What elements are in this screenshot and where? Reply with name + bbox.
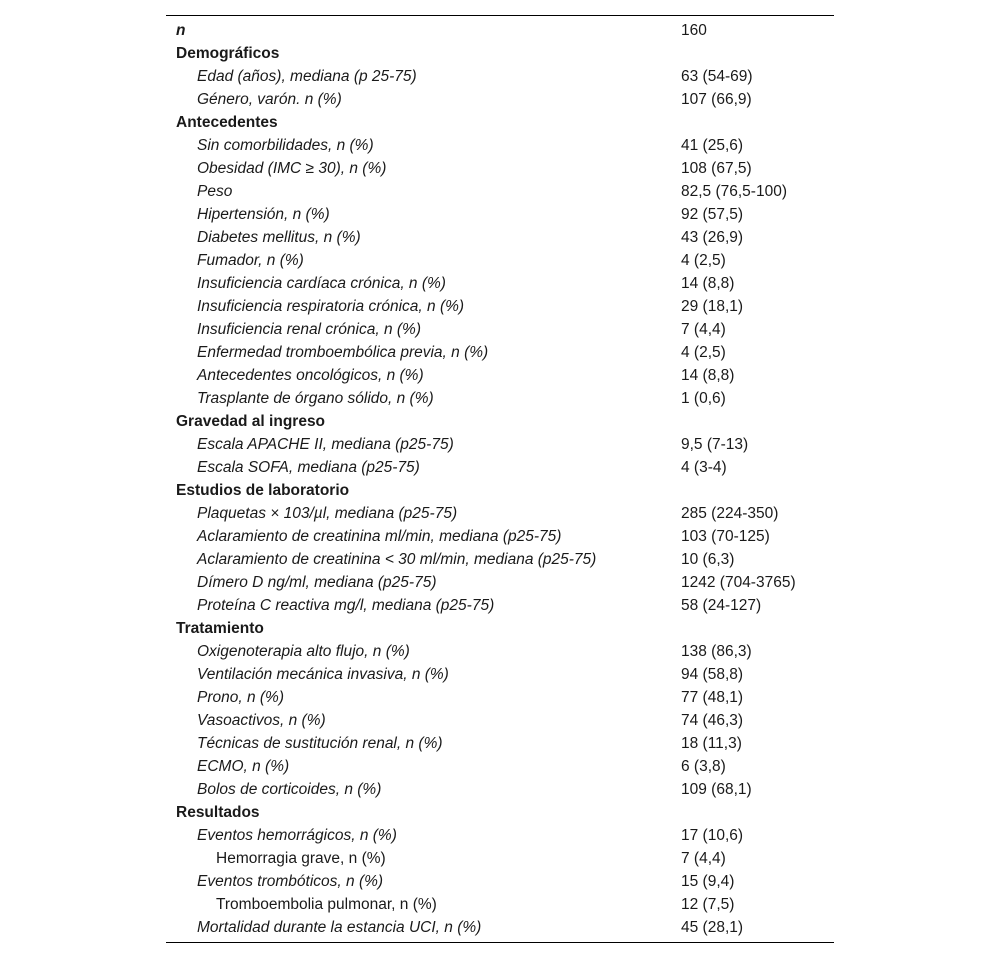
row-label: Proteína C reactiva mg/l, mediana (p25-75) — [197, 597, 495, 614]
row-value: 58 (24-127) — [681, 597, 762, 614]
row-value: 94 (58,8) — [681, 666, 744, 683]
table-row — [166, 548, 834, 571]
row-value: 7 (4,4) — [681, 321, 726, 338]
row-label: Eventos hemorrágicos, n (%) — [197, 827, 397, 844]
row-label: Género, varón. n (%) — [197, 91, 342, 108]
row-value: 63 (54-69) — [681, 68, 753, 85]
row-value: 9,5 (7-13) — [681, 436, 749, 453]
section-heading-row — [166, 410, 834, 433]
row-value: 45 (28,1) — [681, 919, 744, 936]
row-value: 92 (57,5) — [681, 206, 744, 223]
row-value: 4 (3-4) — [681, 459, 727, 476]
header-label: n — [176, 22, 186, 39]
table-row — [166, 525, 834, 548]
row-label: Prono, n (%) — [197, 689, 285, 706]
section-heading: Demográficos — [176, 45, 280, 62]
row-value: 14 (8,8) — [681, 367, 735, 384]
section-heading: Antecedentes — [176, 114, 278, 131]
table-row — [166, 203, 834, 226]
section-heading: Gravedad al ingreso — [176, 413, 326, 430]
row-label: Trasplante de órgano sólido, n (%) — [197, 390, 434, 407]
row-value: 82,5 (76,5-100) — [681, 183, 787, 200]
row-value: 6 (3,8) — [681, 758, 726, 775]
row-label: Aclaramiento de creatinina < 30 ml/min, mediana (p25-75) — [197, 551, 597, 568]
row-value: 108 (67,5) — [681, 160, 752, 177]
section-heading-row — [166, 42, 834, 65]
row-label: Insuficiencia renal crónica, n (%) — [197, 321, 421, 338]
section-heading-row — [166, 479, 834, 502]
row-value: 138 (86,3) — [681, 643, 752, 660]
section-heading: Tratamiento — [176, 620, 264, 637]
row-value: 43 (26,9) — [681, 229, 744, 246]
row-value: 285 (224-350) — [681, 505, 779, 522]
table-row — [166, 134, 834, 157]
row-label: Insuficiencia cardíaca crónica, n (%) — [197, 275, 446, 292]
row-label: Ventilación mecánica invasiva, n (%) — [197, 666, 449, 683]
row-value: 12 (7,5) — [681, 896, 735, 913]
section-heading: Estudios de laboratorio — [176, 482, 350, 499]
table-row — [166, 824, 834, 847]
row-label: Enfermedad tromboembólica previa, n (%) — [197, 344, 489, 361]
row-label: Escala SOFA, mediana (p25-75) — [197, 459, 420, 476]
row-label: Obesidad (IMC ≥ 30), n (%) — [197, 160, 387, 177]
sub-item-row — [166, 847, 834, 870]
row-value: 41 (25,6) — [681, 137, 744, 154]
table-row — [166, 870, 834, 893]
row-value: 107 (66,9) — [681, 91, 752, 108]
row-value: 103 (70-125) — [681, 528, 770, 545]
row-value: 4 (2,5) — [681, 344, 726, 361]
row-label: Edad (años), mediana (p 25-75) — [197, 68, 417, 85]
row-value: 15 (9,4) — [681, 873, 735, 890]
table-row — [166, 249, 834, 272]
row-label: Insuficiencia respiratoria crónica, n (%) — [197, 298, 465, 315]
characteristics-table — [166, 15, 834, 943]
table-row — [166, 364, 834, 387]
section-heading-row — [166, 801, 834, 824]
table-body — [166, 42, 834, 939]
row-label: Hipertensión, n (%) — [197, 206, 330, 223]
row-label: Oxigenoterapia alto flujo, n (%) — [197, 643, 410, 660]
section-heading: Resultados — [176, 804, 260, 821]
table-row — [166, 594, 834, 617]
row-value: 18 (11,3) — [681, 735, 742, 752]
table-row — [166, 502, 834, 525]
row-value: 29 (18,1) — [681, 298, 744, 315]
row-label: Dímero D ng/ml, mediana (p25-75) — [197, 574, 437, 591]
table-row — [166, 755, 834, 778]
row-label: Técnicas de sustitución renal, n (%) — [197, 735, 443, 752]
row-value: 109 (68,1) — [681, 781, 752, 798]
row-label: Antecedentes oncológicos, n (%) — [197, 367, 424, 384]
table-row — [166, 433, 834, 456]
row-label: Tromboembolia pulmonar, n (%) — [216, 896, 437, 913]
table-row — [166, 571, 834, 594]
row-label: Mortalidad durante la estancia UCI, n (%) — [197, 919, 482, 936]
row-value: 77 (48,1) — [681, 689, 744, 706]
table-row — [166, 686, 834, 709]
row-label: Escala APACHE II, mediana (p25-75) — [197, 436, 454, 453]
table-row — [166, 65, 834, 88]
table-row — [166, 778, 834, 801]
section-heading-row — [166, 111, 834, 134]
table-row — [166, 272, 834, 295]
row-label: Diabetes mellitus, n (%) — [197, 229, 361, 246]
table-row — [166, 88, 834, 111]
table-row — [166, 226, 834, 249]
row-label: Eventos trombóticos, n (%) — [197, 873, 384, 890]
row-value: 7 (4,4) — [681, 850, 726, 867]
table-row — [166, 663, 834, 686]
table-row — [166, 157, 834, 180]
row-label: Fumador, n (%) — [197, 252, 304, 269]
row-value: 1 (0,6) — [681, 390, 726, 407]
header-value: 160 — [681, 22, 707, 39]
table-row — [166, 180, 834, 203]
row-value: 74 (46,3) — [681, 712, 744, 729]
section-heading-row — [166, 617, 834, 640]
row-label: Aclaramiento de creatinina ml/min, mediana (p25-75) — [197, 528, 562, 545]
row-label: Hemorragia grave, n (%) — [216, 850, 386, 867]
row-value: 10 (6,3) — [681, 551, 735, 568]
row-label: ECMO, n (%) — [197, 758, 290, 775]
table-row — [166, 709, 834, 732]
row-label: Vasoactivos, n (%) — [197, 712, 326, 729]
row-value: 14 (8,8) — [681, 275, 735, 292]
row-label: Bolos de corticoides, n (%) — [197, 781, 382, 798]
table-row — [166, 387, 834, 410]
table-row — [166, 640, 834, 663]
table-row — [166, 456, 834, 479]
table-row — [166, 341, 834, 364]
row-label: Peso — [197, 183, 233, 200]
table-row — [166, 318, 834, 341]
table-header-row — [166, 19, 834, 42]
table-row — [166, 295, 834, 318]
row-value: 17 (10,6) — [681, 827, 744, 844]
table-row — [166, 916, 834, 939]
table-row — [166, 732, 834, 755]
row-value: 4 (2,5) — [681, 252, 726, 269]
sub-item-row — [166, 893, 834, 916]
row-value: 1242 (704-3765) — [681, 574, 796, 591]
row-label: Plaquetas × 103/µl, mediana (p25-75) — [197, 505, 458, 522]
row-label: Sin comorbilidades, n (%) — [197, 137, 374, 154]
